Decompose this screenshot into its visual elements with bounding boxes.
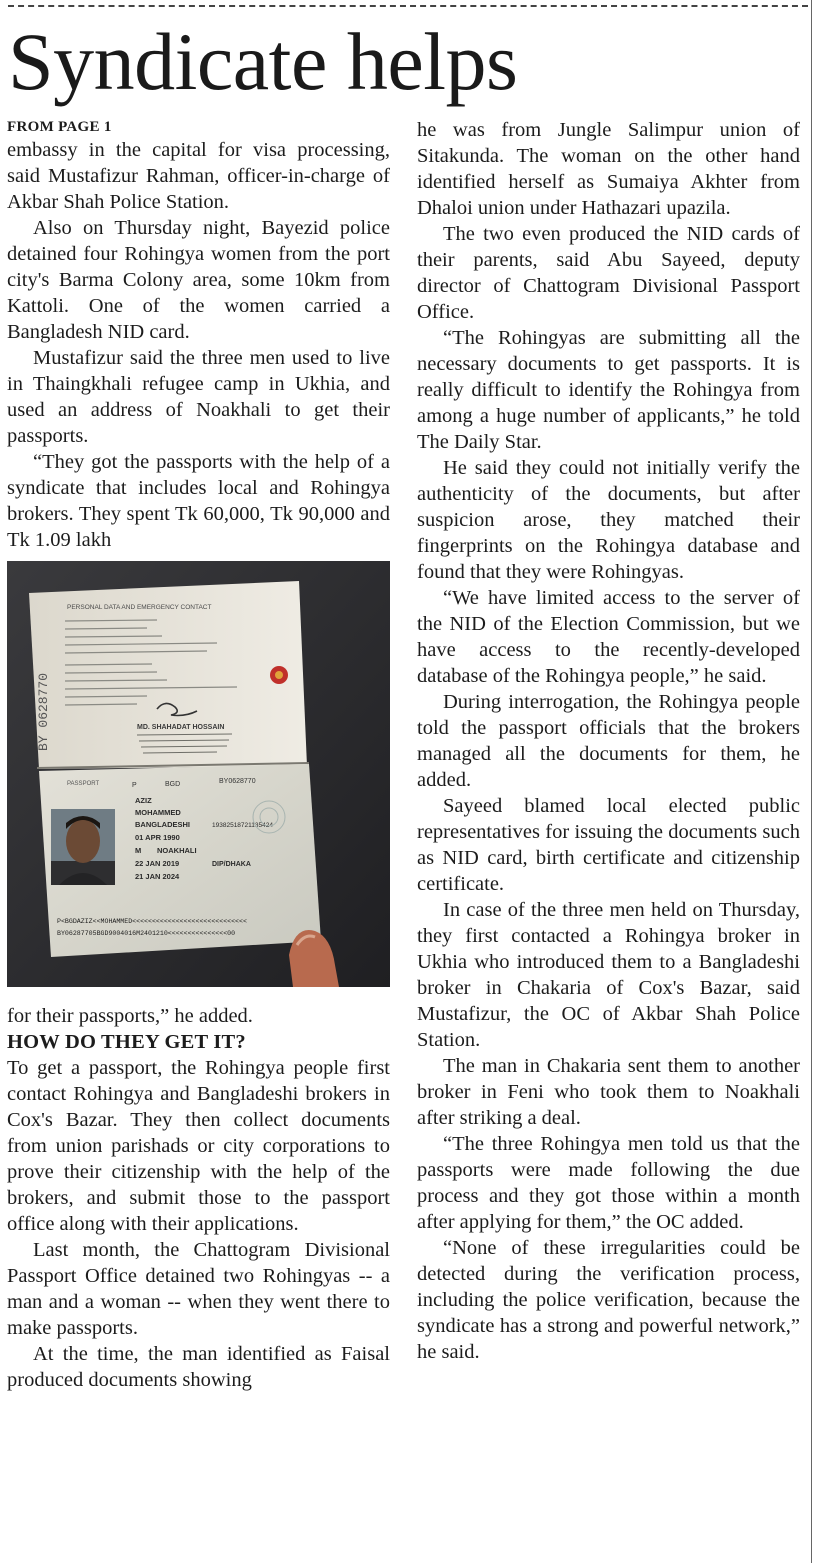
article-subhead: HOW DO THEY GET IT? — [7, 1031, 246, 1053]
passport-photo — [7, 561, 390, 987]
article-column-right — [417, 117, 800, 1365]
article-paragraph: Also on Thursday night, Bayezid police detained four Rohingya women from the port city's Barma Colony area, some 10km from Kattoli. One of the women carried a Bangladesh NID card. — [7, 217, 390, 343]
headline: Syndicate helps — [8, 16, 518, 107]
article-paragraph: Mustafizur said the three men used to live in Thaingkhali refugee camp in Ukhia, and used an address of Noakhali to get their passports. — [7, 347, 390, 447]
svg-text:M: M — [135, 846, 142, 855]
article-paragraph: embassy in the capital for visa processing, said Mustafizur Rahman, officer-in-charge of Akbar Shah Police Station. — [7, 139, 390, 213]
stamp-name: MD. SHAHADAT HOSSAIN — [137, 724, 225, 731]
passport-side-number: BY 0628770 — [36, 672, 51, 751]
article-paragraph: In case of the three men held on Thursday, they first contacted a Rohingya broker in Ukhia who introduced them to a Bangladeshi broker in Chakaria of Cox's Bazar, said Mustafizur, the OC of Akbar Shah Police Station. — [417, 899, 800, 1051]
article-paragraph: He said they could not initially verify the authenticity of the documents, but after suspicion arose, they matched their fingerprints on the Rohingya database and found that they were Rohingyas. — [417, 457, 800, 583]
passport-label: PASSPORT — [67, 781, 100, 787]
svg-text:NOAKHALI: NOAKHALI — [157, 846, 197, 855]
right-border-rule — [811, 0, 812, 1563]
passport-number: BY0628770 — [219, 778, 256, 785]
article-paragraph: “The three Rohingya men told us that the passports were made following the due process and they got those within a month after applying for them,” the OC added. — [417, 1133, 800, 1233]
article-paragraph: During interrogation, the Rohingya people told the passport officials that the brokers managed all the documents for them, he added. — [417, 691, 800, 791]
mrz-line-2: BY06287705BGD9004016M2401210<<<<<<<<<<<<<<<00 — [57, 930, 236, 937]
svg-text:AZIZ: AZIZ — [135, 796, 152, 805]
svg-text:DIP/DHAKA: DIP/DHAKA — [212, 861, 251, 868]
article-paragraph: The two even produced the NID cards of their parents, said Abu Sayeed, deputy director of Chattogram Divisional Passport Office. — [417, 223, 800, 323]
article-paragraph: Sayeed blamed local elected public representatives for issuing the documents such as NID card, birth certificate and citizenship certificate. — [417, 795, 800, 895]
article-paragraph: “They got the passports with the help of a syndicate that includes local and Rohingya brokers. They spent Tk 60,000, Tk 90,000 and Tk 1.09 lakh — [7, 451, 390, 551]
mrz-line-1: P<BGDAZIZ<<MOHAMMED<<<<<<<<<<<<<<<<<<<<<<<<<<<<< — [57, 918, 247, 925]
article-paragraph: he was from Jungle Salimpur union of Sitakunda. The woman on the other hand identified herself as Sumaiya Akhter from Dhaloi union under Hathazari upazila. — [417, 119, 800, 219]
svg-text:22 JAN 2019: 22 JAN 2019 — [135, 859, 180, 868]
top-dashed-rule — [8, 5, 808, 7]
article-paragraph: “None of these irregularities could be detected during the verification process, including the police verification, because the syndicate has a strong and powerful network,” he said. — [417, 1237, 800, 1363]
article-paragraph: To get a passport, the Rohingya people first contact Rohingya and Bangladeshi brokers in Cox's Bazar. They then collect documents from union parishads or city corporations to prove their citizenship with the help of the brokers, and submit those to the passport office along with their applications. — [7, 1057, 390, 1235]
article-paragraph: Last month, the Chattogram Divisional Passport Office detained two Rohingyas -- a man and a woman -- when they went there to make passports. — [7, 1239, 390, 1339]
article-paragraph: for their passports,” he added. — [7, 1005, 253, 1027]
article-column-left — [7, 117, 390, 1393]
passport-country-code: BGD — [165, 781, 181, 788]
portrait-face — [66, 819, 100, 863]
article-paragraph: The man in Chakaria sent them to another broker in Feni who took them to Noakhali after striking a deal. — [417, 1055, 800, 1129]
svg-text:19382518721135424: 19382518721135424 — [212, 822, 273, 829]
passport-type-code: P — [132, 782, 137, 789]
article-paragraph: “We have limited access to the server of the NID of the Election Commission, but we have access to the recently-developed database of the Rohingya people,” he said. — [417, 587, 800, 687]
svg-text:MOHAMMED: MOHAMMED — [135, 808, 181, 817]
svg-text:BANGLADESHI: BANGLADESHI — [135, 820, 191, 829]
svg-text:01 APR 1990: 01 APR 1990 — [135, 833, 180, 842]
article-paragraph: “The Rohingyas are submitting all the necessary documents to get passports. It is really difficult to identify the Rohingya from among a huge number of applicants,” he told The Daily Star. — [417, 327, 800, 453]
article-paragraph: At the time, the man identified as Faisal produced documents showing — [7, 1343, 390, 1391]
upper-page-heading: PERSONAL DATA AND EMERGENCY CONTACT — [67, 604, 212, 611]
svg-text:21 JAN 2024: 21 JAN 2024 — [135, 872, 180, 881]
kicker-from-page: FROM PAGE 1 — [7, 119, 112, 135]
